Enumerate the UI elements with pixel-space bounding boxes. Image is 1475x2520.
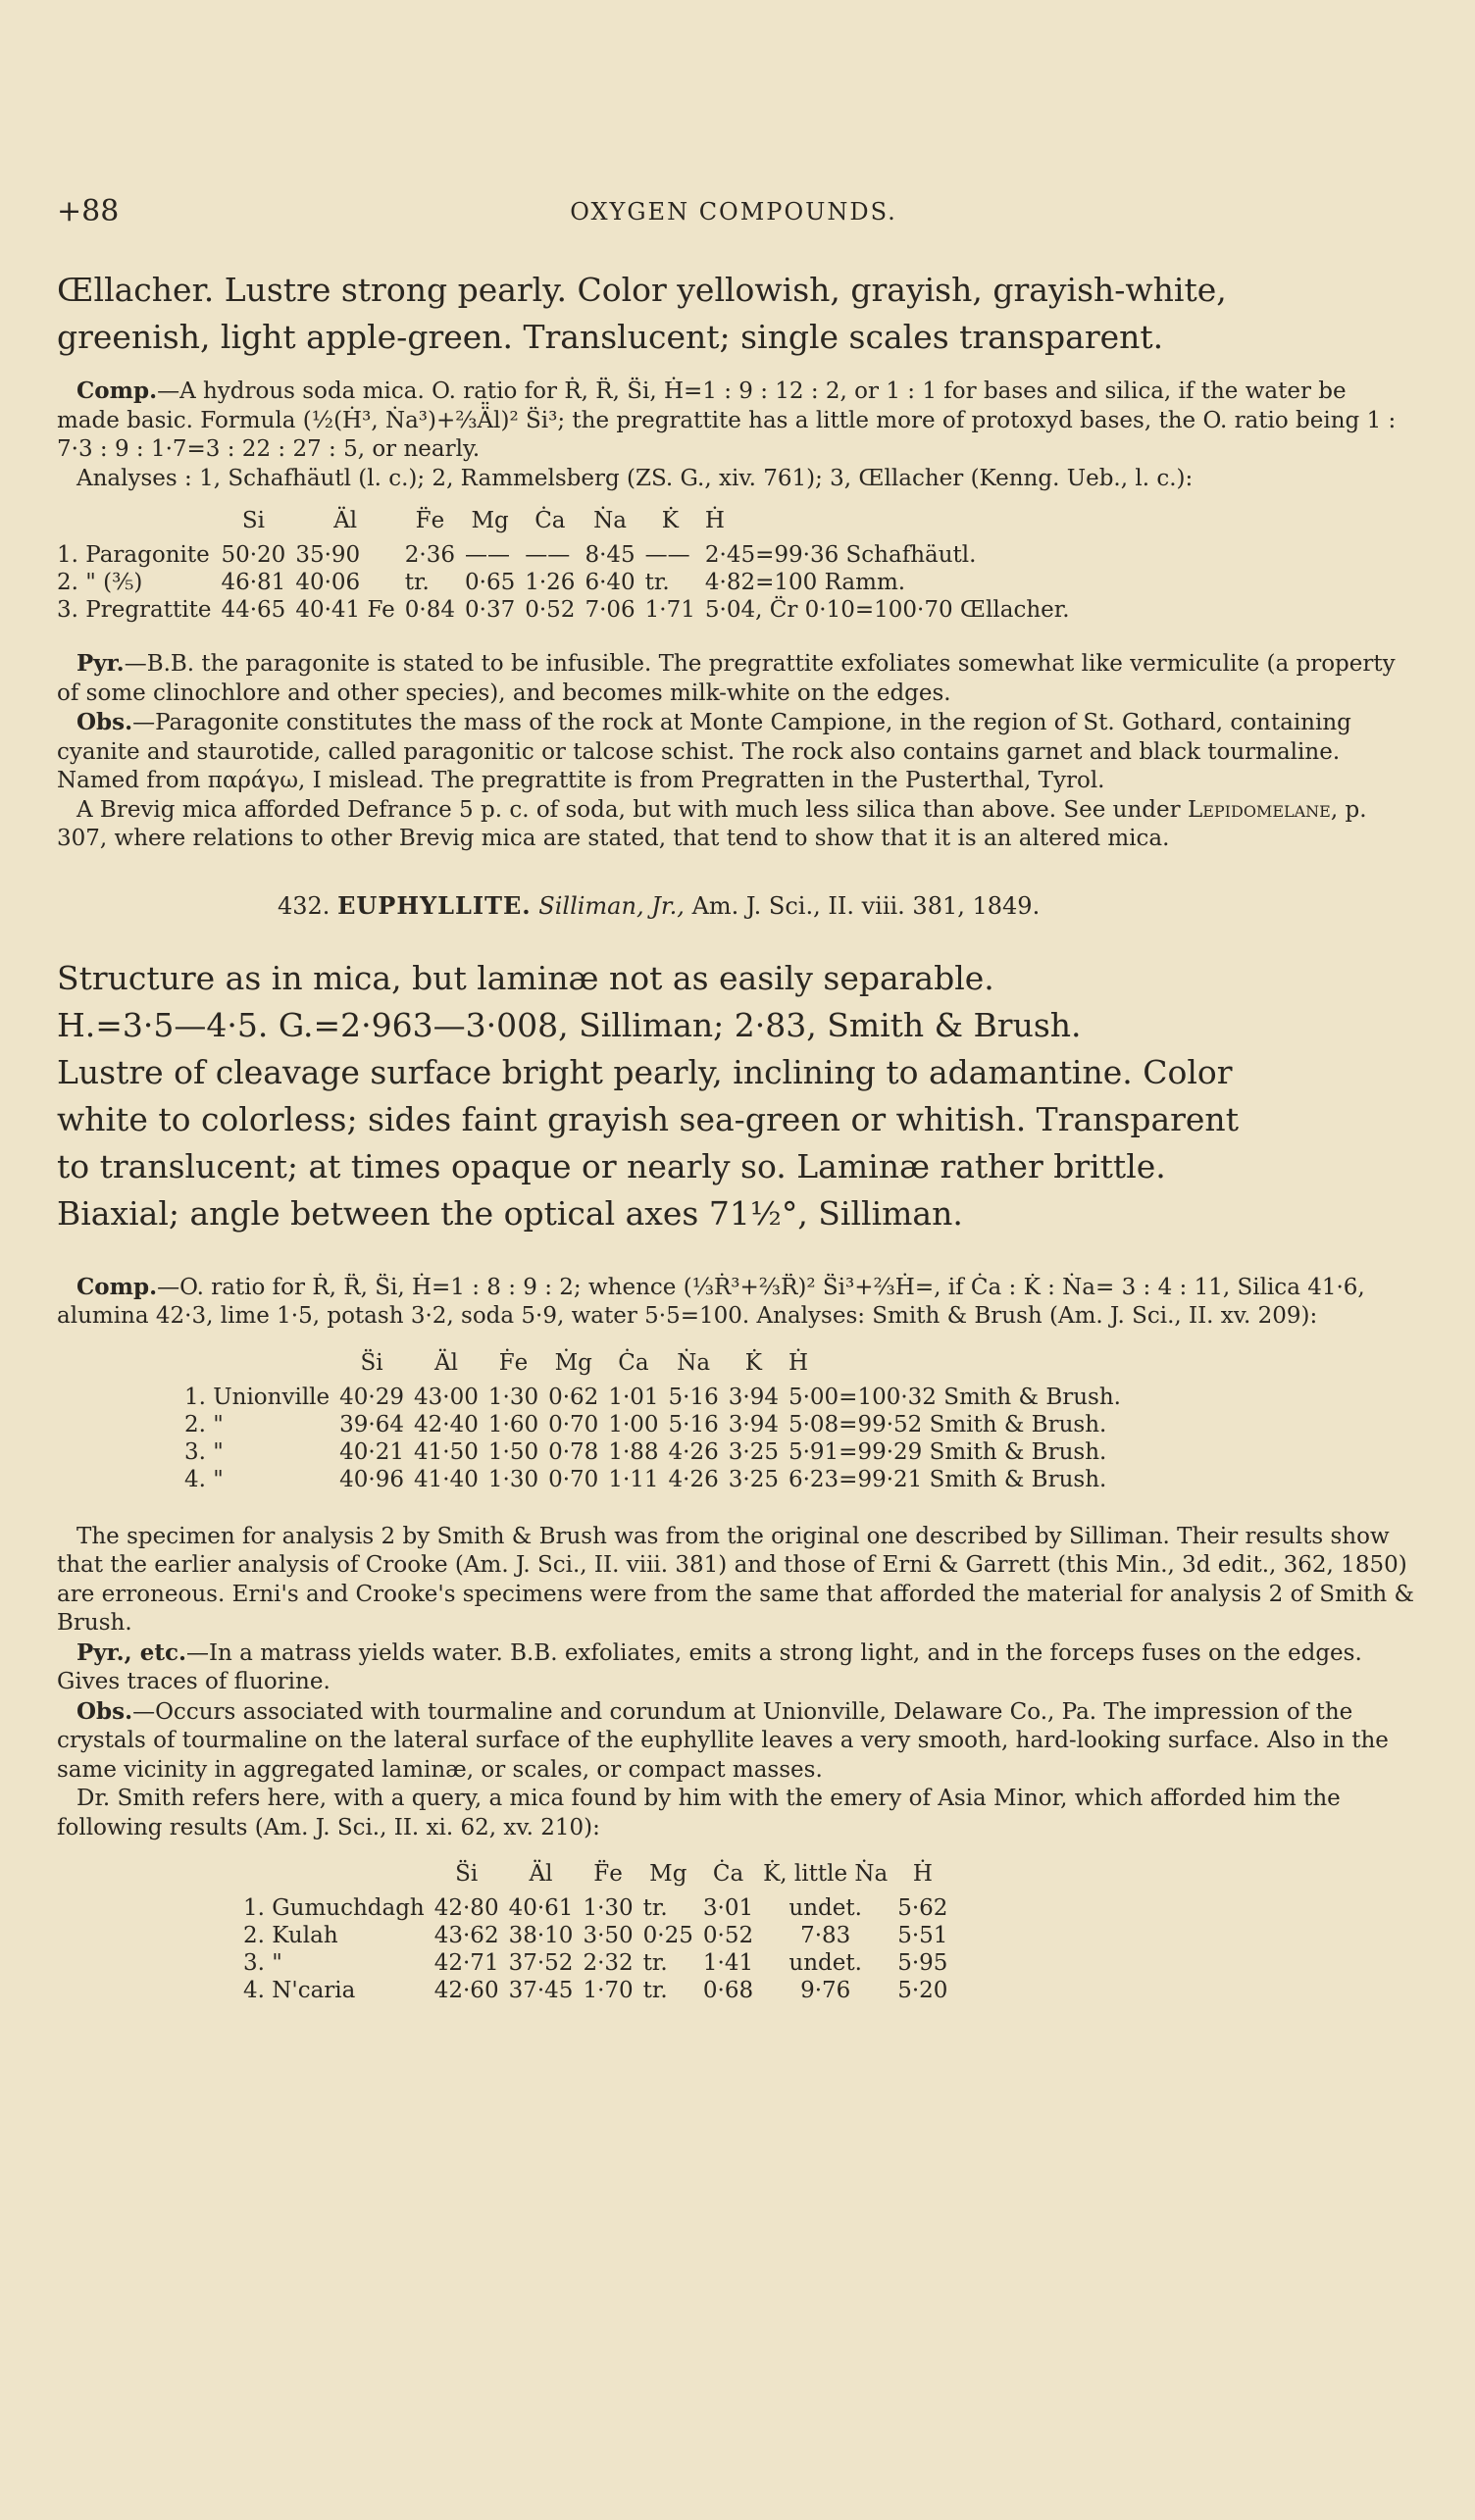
comp-label: Comp. [76, 378, 158, 404]
table-row [243, 1922, 957, 1949]
table-cell: 8·45 [585, 542, 636, 568]
col-header: Ṁg [554, 1349, 592, 1376]
species-number: 432. [278, 891, 331, 920]
table-cell: 38·10 [508, 1923, 574, 1948]
paragonite-pyr-paragraph [57, 649, 1415, 708]
table-cell: 0·70 [548, 1411, 599, 1437]
table-cell: 3·25 [728, 1438, 779, 1465]
table-cell: tr. [642, 1978, 668, 2003]
col-header: Äl [333, 508, 358, 533]
table-cell: 37·52 [508, 1950, 574, 1976]
col-header: Ċa [534, 508, 566, 533]
page-header [57, 194, 1410, 233]
table-header-row [57, 507, 1080, 541]
table-cell: 1. Paragonite [57, 542, 210, 568]
table-cell: 0·52 [702, 1923, 754, 1948]
table-cell: undet. [788, 1950, 862, 1976]
col-header [57, 507, 221, 541]
comp-label: Comp. [76, 1273, 158, 1300]
species-authority: Silliman, Jr., [538, 891, 685, 920]
obs-text: —Paragonite constitutes the mass of the rock at Monte Campione, in the region of St. Gothard, containing cyanite and staurotide, called paragonitic or talcose schist. The rock also contains garnet and black tourmaline. Named from παράγω, I mislead. The pregrattite is from Pregratten in the Pusterthal, Tyrol. [57, 710, 1351, 793]
table-cell: 37·45 [508, 1978, 574, 2003]
table-row [184, 1438, 1131, 1466]
pyr-label: Pyr., etc. [76, 1638, 186, 1666]
euphyllite-desc-line-6: Biaxial; angle between the optical axes 71½°, Silliman. [57, 1193, 963, 1233]
euphyllite-obs-paragraph [57, 1697, 1415, 1786]
table-cell: 40·06 [295, 570, 361, 595]
table-row [184, 1384, 1131, 1411]
paragonite-analyses-table [57, 507, 1080, 624]
col-header: Äl [433, 1349, 458, 1376]
table-cell: 5·00=100·32 Smith & Brush. [788, 1384, 1121, 1410]
col-header: F̈e [593, 1861, 623, 1887]
table-cell: 1·30 [487, 1384, 539, 1410]
paragonite-analyses-paragraph: Analyses : 1, Schafhäutl (l. c.); 2, Rammelsberg (ZS. G., xiv. 761); 3, Œllacher (Kenng. Ueb., l. c.): [76, 465, 1194, 491]
table-cell: 0·78 [548, 1438, 599, 1465]
table-cell: 5·04, C̈r 0·10=100·70 Œllacher. [704, 597, 1070, 623]
table-cell: 2·45=99·36 Schafhäutl. [704, 542, 977, 568]
col-header: Mg [471, 508, 509, 533]
table-cell: 3·50 [583, 1923, 634, 1948]
table-cell: 42·40 [414, 1411, 479, 1437]
running-title: OXYGEN COMPOUNDS. [570, 198, 897, 226]
col-header: Ṅa [677, 1349, 711, 1376]
obs-text: —Occurs associated with tourmaline and corundum at Unionville, Delaware Co., Pa. The impression of the crystals of tourmaline on the lateral surface of the euphyllite leaves a very smooth, hard-looking surface. Also in the same vicinity in aggregated laminæ, or scales, or compact masses. [57, 1698, 1389, 1783]
col-header: K̇, little Ṅa [763, 1861, 889, 1887]
table-cell: 1·70 [583, 1978, 634, 2003]
table-cell: 1. Unionville [184, 1384, 331, 1410]
table-row [57, 569, 1080, 596]
table-cell: undet. [788, 1895, 862, 1921]
table-cell: 44·65 [221, 597, 286, 623]
table-cell: 4. N'caria [243, 1978, 356, 2003]
table-cell: 6·40 [585, 570, 636, 595]
table-cell: 0·25 [642, 1923, 693, 1948]
table-cell: 0·68 [702, 1978, 754, 2003]
table-cell: 1·30 [487, 1466, 539, 1492]
table-cell: 35·90 [295, 542, 361, 568]
col-header: S̈i [455, 1861, 479, 1887]
table-cell: 4·26 [668, 1438, 719, 1465]
table-cell: 3·01 [702, 1895, 754, 1921]
col-header: F̈e [415, 508, 445, 533]
table-cell: 5·20 [897, 1978, 948, 2003]
table-cell: 1·60 [487, 1411, 539, 1437]
table-cell: 5·16 [668, 1411, 719, 1437]
table-cell: 3. " [243, 1950, 282, 1976]
table-row [243, 1977, 957, 2004]
table-cell: 4·82=100 Ramm. [704, 570, 906, 595]
table-cell: 43·00 [414, 1384, 479, 1410]
table-cell: 1·11 [608, 1466, 659, 1492]
table-row [243, 1949, 957, 1977]
table-cell: 0·84 [404, 597, 456, 623]
paragonite-obs-paragraph [57, 708, 1415, 796]
euphyllite-desc-line-2: H.=3·5—4·5. G.=2·963—3·008, Silliman; 2·83, Smith & Brush. [57, 1005, 1082, 1044]
euphyllite-desc-line-3: Lustre of cleavage surface bright pearly, inclining to adamantine. Color [57, 1052, 1233, 1091]
col-header: Ḣ [704, 508, 725, 533]
page-number: +88 [57, 194, 120, 228]
table-cell: 5·95 [897, 1950, 948, 1976]
table-cell: 1·50 [487, 1438, 539, 1465]
table-cell: 2. " [184, 1411, 224, 1437]
col-header [184, 1349, 339, 1384]
table-cell: 1. Gumuchdagh [243, 1895, 425, 1921]
table-cell: 0·37 [465, 597, 516, 623]
col-header: Ḣ [788, 1349, 809, 1376]
col-header: Äl [529, 1861, 553, 1887]
table-row [57, 596, 1080, 624]
table-cell: 42·71 [433, 1950, 499, 1976]
table-cell: 39·64 [339, 1411, 405, 1437]
table-cell: 41·40 [414, 1466, 479, 1492]
table-cell: —— [525, 542, 571, 568]
intro-line-2: greenish, light apple-green. Translucent; single scales transparent. [57, 318, 1164, 356]
table-cell: 40·96 [339, 1466, 405, 1492]
table-cell: 5·91=99·29 Smith & Brush. [788, 1438, 1107, 1465]
col-header: Mg [649, 1861, 687, 1887]
table-cell: 1·26 [525, 570, 576, 595]
table-cell: 0·62 [548, 1384, 599, 1410]
intro-line-1: Œllacher. Lustre strong pearly. Color yellowish, grayish, grayish-white, [57, 271, 1227, 309]
specimen-paragraph: The specimen for analysis 2 by Smith & Brush was from the original one described by Silliman. Their results show that the earlier analysis of Crooke (Am. J. Sci., II. viii. 381) and those of Erni & Garrett (this Min., 3d edit., 362, 1850) are erroneous. Erni's and Crooke's specimens were from the same that afforded the material for analysis 2 of Smith & Brush. [57, 1523, 1415, 1636]
table-cell: 40·21 [339, 1438, 405, 1465]
table-cell: 40·29 [339, 1384, 405, 1410]
col-header: K̇ [744, 1349, 762, 1376]
obs-label: Obs. [76, 709, 133, 735]
euphyllite-analyses-table [184, 1349, 1131, 1493]
table-cell: 5·62 [897, 1895, 948, 1921]
species-name: EUPHYLLITE. [337, 890, 532, 920]
table-cell: 40·61 [508, 1895, 574, 1921]
table-cell: 0·70 [548, 1466, 599, 1492]
table-cell: 7·06 [585, 597, 636, 623]
table-cell: tr. [404, 570, 430, 595]
col-header: Ċa [712, 1861, 744, 1887]
table-cell: 43·62 [433, 1923, 499, 1948]
table-cell: 2. " (⅗) [57, 570, 143, 595]
table-cell: 9·76 [800, 1978, 851, 2003]
euphyllite-desc-line-4: white to colorless; sides faint grayish sea-green or whitish. Transparent [57, 1099, 1239, 1138]
table-header-row [184, 1349, 1131, 1384]
table-cell: 6·23=99·21 Smith & Brush. [788, 1466, 1107, 1492]
table-cell: —— [465, 542, 511, 568]
table-cell: 1·01 [608, 1384, 659, 1410]
table-cell: 40·41 Fe [295, 597, 395, 623]
table-cell: 1·88 [608, 1438, 659, 1465]
table-cell: 0·65 [465, 570, 516, 595]
table-cell: 5·16 [668, 1384, 719, 1410]
obs-label: Obs. [76, 1697, 133, 1725]
table-cell: 3. " [184, 1438, 224, 1465]
pyr-label: Pyr. [76, 650, 125, 677]
pyr-text: —B.B. the paragonite is stated to be infusible. The pregrattite exfoliates somewhat like vermiculite (a property of some clinochlore and other species), and becomes milk-white on the edges. [57, 651, 1396, 706]
table-cell: 5·51 [897, 1923, 948, 1948]
table-cell: 7·83 [800, 1923, 851, 1948]
comp-text: —A hydrous soda mica. O. ratio for Ṙ, R̈, S̈i, Ḣ=1 : 9 : 12 : 2, or 1 : 1 for bases and silica, if the water be made basic. Formula (½(Ḣ³, Ṅa³)+⅔Ä̈l)² S̈i³; the pregrattite has a little more of protoxyd bases, the O. ratio being 1 : 7·3 : 9 : 1·7=3 : 22 : 27 : 5, or nearly. [57, 378, 1397, 462]
col-header [243, 1860, 434, 1894]
table-cell: 3·25 [728, 1466, 779, 1492]
table-cell: tr. [642, 1895, 668, 1921]
table-cell: 5·08=99·52 Smith & Brush. [788, 1411, 1107, 1437]
table-cell: tr. [644, 570, 670, 595]
col-header: Ḟe [498, 1349, 529, 1376]
table-row [184, 1411, 1131, 1438]
col-header: Ċa [618, 1349, 649, 1376]
species-citation: Am. J. Sci., II. viii. 381, 1849. [691, 891, 1041, 920]
table-cell: 0·52 [525, 597, 576, 623]
paragonite-comp-paragraph [57, 377, 1415, 465]
table-row [184, 1466, 1131, 1493]
table-cell: 46·81 [221, 570, 286, 595]
brevig-paragraph [57, 796, 1415, 854]
table-cell: tr. [642, 1950, 668, 1976]
table-cell: 2. Kulah [243, 1923, 338, 1948]
euphyllite-comp-paragraph [57, 1273, 1415, 1332]
table-cell: 1·00 [608, 1411, 659, 1437]
table-cell: 50·20 [221, 542, 286, 568]
table-cell: 42·60 [433, 1978, 499, 2003]
lepidomelane-ref: Lepidomelane [1187, 796, 1331, 823]
pyr-text: —In a matrass yields water. B.B. exfoliates, emits a strong light, and in the forceps fuses on the edges. Gives traces of fluorine. [57, 1639, 1362, 1694]
euphyllite-pyr-paragraph [57, 1638, 1415, 1697]
table-cell: 1·71 [644, 597, 695, 623]
table-cell: 3·94 [728, 1411, 779, 1437]
table-cell: 41·50 [414, 1438, 479, 1465]
table-cell: 3·94 [728, 1384, 779, 1410]
table-cell: —— [644, 542, 690, 568]
table-cell: 4·26 [668, 1466, 719, 1492]
page-content [57, 267, 1415, 2004]
table-cell: 2·32 [583, 1950, 634, 1976]
table-row [243, 1894, 957, 1922]
col-header: Ḣ [912, 1861, 933, 1887]
col-header: S̈i [360, 1349, 383, 1376]
col-header: Si [241, 508, 265, 533]
table-cell: 3. Pregrattite [57, 597, 212, 623]
smith-paragraph: Dr. Smith refers here, with a query, a mica found by him with the emery of Asia Minor, which afforded him the following results (Am. J. Sci., II. xi. 62, xv. 210): [57, 1786, 1341, 1840]
table-header-row [243, 1860, 957, 1894]
emery-mica-table [243, 1860, 957, 2004]
brevig-text-b: , p. 307, where relations to other Brevig mica are stated, that tend to show that it is an altered mica. [57, 796, 1367, 851]
comp-text: —O. ratio for Ṙ, R̈, S̈i, Ḣ=1 : 8 : 9 : 2; whence (⅓Ṙ³+⅔R̈)² S̈i³+⅔Ḣ=, if Ċa : K̇ : Ṅa= 3 : 4 : 11, Silica 41·6, alumina 42·3, lime 1·5, potash 3·2, soda 5·9, water 5·5=100. Analyses: Smith & Brush (Am. J. Sci., II. xv. 209): [57, 1274, 1365, 1329]
table-cell: 4. " [184, 1466, 224, 1492]
table-cell: 42·80 [433, 1895, 499, 1921]
table-row [57, 541, 1080, 569]
table-cell: 1·30 [583, 1895, 634, 1921]
euphyllite-desc-line-5: to translucent; at times opaque or nearly so. Laminæ rather brittle. [57, 1146, 1166, 1185]
table-cell: 1·41 [702, 1950, 754, 1976]
table-cell: 2·36 [404, 542, 456, 568]
col-header: K̇ [661, 508, 679, 533]
col-header: Ṅa [593, 508, 627, 533]
euphyllite-desc-line-1: Structure as in mica, but laminæ not as easily separable. [57, 958, 994, 997]
euphyllite-heading [57, 891, 1415, 920]
brevig-text-a: A Brevig mica afforded Defrance 5 p. c. of soda, but with much less silica than above. See under [76, 796, 1188, 823]
